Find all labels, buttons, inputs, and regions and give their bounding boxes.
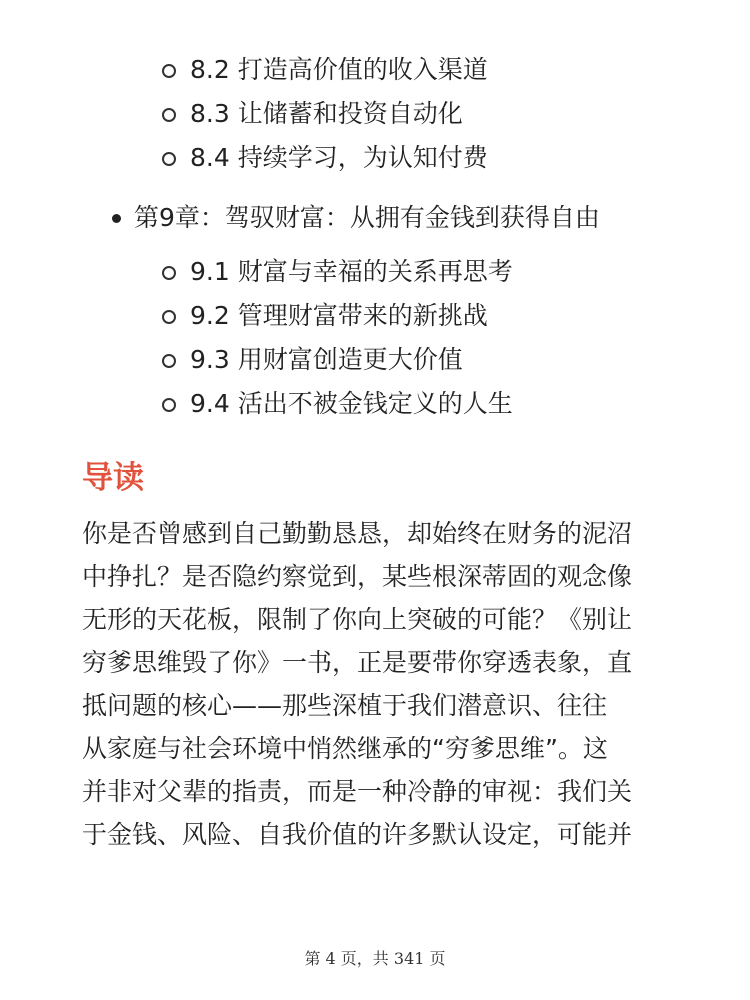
- circle-bullet-icon: [162, 266, 176, 280]
- toc-sublist-chapter-9: [160, 250, 513, 426]
- toc-chapter-label: 第9章：驾驭财富：从拥有金钱到获得自由: [134, 203, 600, 232]
- toc-sublist-chapter-8: [160, 48, 488, 180]
- toc-item-label: 9.1 财富与幸福的关系再思考: [190, 257, 513, 286]
- toc-item[interactable]: [160, 294, 513, 338]
- paragraph-line: 无形的天花板，限制了你向上突破的可能？《别让: [82, 605, 633, 634]
- toc-item[interactable]: [160, 382, 513, 426]
- circle-bullet-icon: [162, 64, 176, 78]
- toc-item-label: 9.3 用财富创造更大价值: [190, 345, 463, 374]
- toc-item[interactable]: [160, 338, 513, 382]
- toc-item-label: 9.2 管理财富带来的新挑战: [190, 301, 488, 330]
- paragraph-line: 你是否曾感到自己勤勤恳恳，却始终在财务的泥沼: [82, 519, 633, 548]
- circle-bullet-icon: [162, 310, 176, 324]
- section-heading: 导读: [82, 460, 144, 496]
- toc-item[interactable]: [160, 48, 488, 92]
- toc-item-label: 8.2 打造高价值的收入渠道: [190, 55, 488, 84]
- toc-item[interactable]: [160, 136, 488, 180]
- toc-item[interactable]: [160, 250, 513, 294]
- circle-bullet-icon: [162, 152, 176, 166]
- toc-item-label: 9.4 活出不被金钱定义的人生: [190, 389, 513, 418]
- circle-bullet-icon: [162, 398, 176, 412]
- toc-chapter[interactable]: [112, 196, 600, 240]
- paragraph-line: 穷爹思维毁了你》一书，正是要带你穿透表象，直: [82, 648, 633, 677]
- intro-paragraph: [82, 512, 672, 856]
- paragraph-line: 并非对父辈的指责，而是一种冷静的审视：我们关: [82, 777, 633, 806]
- toc-item-label: 8.3 让储蓄和投资自动化: [190, 99, 463, 128]
- toc-item[interactable]: [160, 92, 488, 136]
- circle-bullet-icon: [162, 354, 176, 368]
- paragraph-line: 中挣扎？是否隐约察觉到，某些根深蒂固的观念像: [82, 562, 633, 591]
- circle-bullet-icon: [162, 108, 176, 122]
- toc-item-label: 8.4 持续学习，为认知付费: [190, 143, 488, 172]
- paragraph-line: 抵问题的核心——那些深植于我们潜意识、往往: [82, 691, 608, 720]
- paragraph-line: 从家庭与社会环境中悄然继承的“穷爹思维”。这: [82, 734, 608, 763]
- bullet-dot-icon: [112, 214, 121, 223]
- page-footer: 第 4 页，共 341 页: [304, 949, 446, 968]
- paragraph-line: 于金钱、风险、自我价值的许多默认设定，可能并: [82, 820, 633, 849]
